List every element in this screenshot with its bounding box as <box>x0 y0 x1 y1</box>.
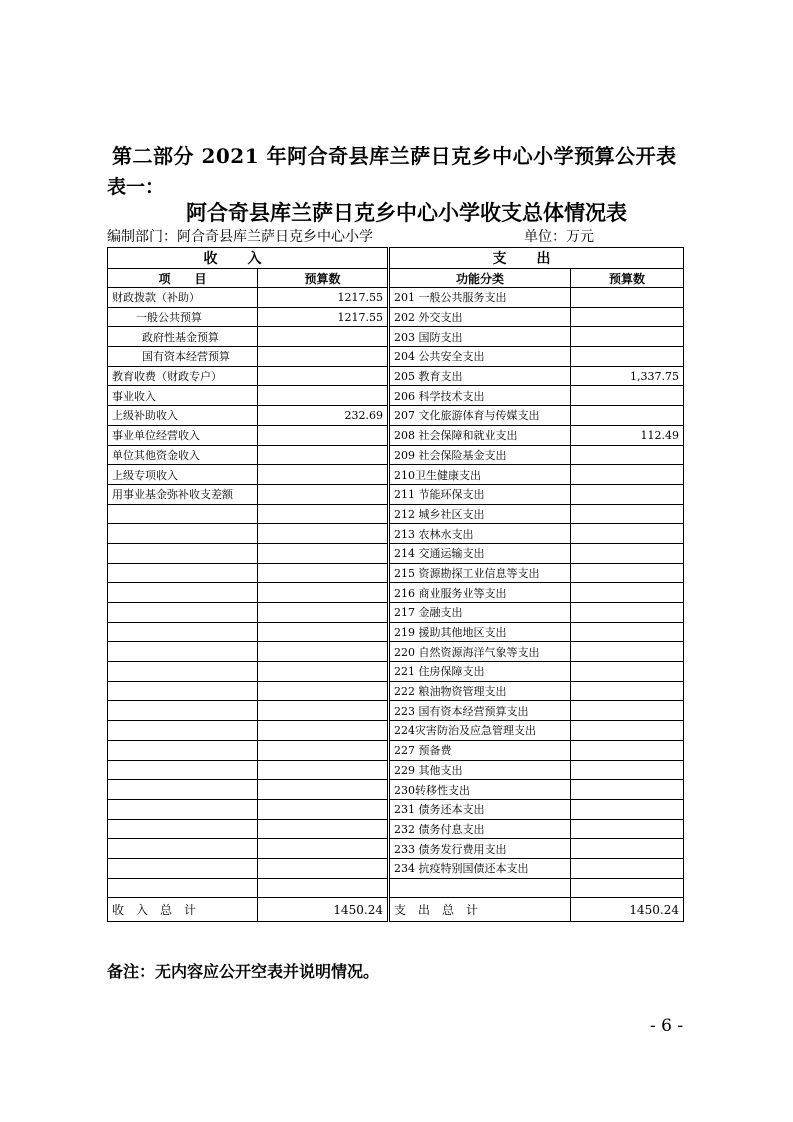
income-item-cell <box>108 780 258 800</box>
table-row <box>108 425 684 445</box>
table-row <box>108 406 684 426</box>
income-item-cell: 事业收入 <box>108 386 258 406</box>
table-row <box>108 504 684 524</box>
income-amount-cell <box>258 504 389 524</box>
income-item-cell: 上级补助收入 <box>108 406 258 426</box>
expense-amount-cell <box>571 288 684 308</box>
expense-item-cell: 231 债务还本支出 <box>389 799 571 819</box>
column-expense-amount: 预算数 <box>571 269 684 288</box>
table-row <box>108 839 684 859</box>
expense-item-cell: 234 抗疫特别国债还本支出 <box>389 858 571 878</box>
column-item: 项 目 <box>108 269 258 288</box>
expense-amount-cell <box>571 799 684 819</box>
table-row <box>108 484 684 504</box>
note: 备注：无内容应公开空表并说明情况。 <box>107 962 380 981</box>
expense-item-cell: 213 农林水支出 <box>389 524 571 544</box>
expense-amount-cell <box>571 603 684 623</box>
expense-amount-cell <box>571 583 684 603</box>
expense-amount-cell <box>571 563 684 583</box>
table-row <box>108 780 684 800</box>
expense-item-cell: 204 公共安全支出 <box>389 347 571 367</box>
expense-item-cell: 210卫生健康支出 <box>389 465 571 485</box>
expense-item-cell: 229 其他支出 <box>389 760 571 780</box>
income-amount-cell <box>258 799 389 819</box>
income-amount-cell <box>258 603 389 623</box>
income-amount-cell <box>258 543 389 563</box>
income-item-cell <box>108 504 258 524</box>
income-item-cell <box>108 681 258 701</box>
table-row <box>108 563 684 583</box>
table-row <box>108 583 684 603</box>
income-item-cell <box>108 740 258 760</box>
expense-amount-cell <box>571 484 684 504</box>
expense-amount-cell <box>571 327 684 347</box>
expense-item-cell: 214 交通运输支出 <box>389 543 571 563</box>
income-amount-cell <box>258 327 389 347</box>
income-amount-cell <box>258 425 389 445</box>
expense-amount-cell <box>571 819 684 839</box>
income-item-cell <box>108 603 258 623</box>
expense-amount-cell <box>571 465 684 485</box>
expense-amount-cell <box>571 307 684 327</box>
income-item-cell <box>108 563 258 583</box>
income-item-cell <box>108 662 258 682</box>
income-amount-cell <box>258 740 389 760</box>
income-amount-cell: 1217.55 <box>258 307 389 327</box>
table-row <box>108 307 684 327</box>
expense-amount-cell <box>571 780 684 800</box>
income-amount-cell <box>258 701 389 721</box>
income-item-cell: 政府性基金预算 <box>108 327 258 347</box>
expense-amount-cell <box>571 622 684 642</box>
expense-amount-cell: 112.49 <box>571 425 684 445</box>
unit-label: 单位：万元 <box>524 229 594 245</box>
table-row <box>108 445 684 465</box>
expense-amount-cell <box>571 386 684 406</box>
income-item-cell: 教育收费（财政专户） <box>108 366 258 386</box>
income-amount-cell <box>258 858 389 878</box>
table-title: 阿合奇县库兰萨日克乡中心小学收支总体情况表 <box>186 200 627 225</box>
table-row <box>108 878 684 898</box>
table-row <box>108 386 684 406</box>
income-total-label: 收 入 总 计 <box>108 898 258 922</box>
budget-table <box>107 247 684 922</box>
income-amount-cell <box>258 681 389 701</box>
table-group-header <box>108 248 684 269</box>
page-number: - 6 - <box>650 1016 684 1036</box>
income-item-cell <box>108 701 258 721</box>
table-row <box>108 366 684 386</box>
income-amount-cell <box>258 347 389 367</box>
expense-total-label: 支 出 总 计 <box>389 898 571 922</box>
part-title: 第二部分 2021 年阿合奇县库兰萨日克乡中心小学预算公开表 <box>112 144 677 168</box>
table-row <box>108 799 684 819</box>
expense-amount-cell <box>571 504 684 524</box>
income-amount-cell <box>258 780 389 800</box>
column-income-amount: 预算数 <box>258 269 389 288</box>
expense-amount-cell <box>571 858 684 878</box>
table-row <box>108 288 684 308</box>
expense-item-cell: 230转移性支出 <box>389 780 571 800</box>
income-item-cell: 用事业基金弥补收支差额 <box>108 484 258 504</box>
expense-item-cell: 201 一般公共服务支出 <box>389 288 571 308</box>
expense-amount-cell <box>571 760 684 780</box>
expense-item-cell: 212 城乡社区支出 <box>389 504 571 524</box>
table-row <box>108 662 684 682</box>
income-amount-cell <box>258 662 389 682</box>
expense-item-cell: 215 资源勘探工业信息等支出 <box>389 563 571 583</box>
expense-item-cell: 222 粮油物资管理支出 <box>389 681 571 701</box>
expense-amount-cell <box>571 445 684 465</box>
expense-amount-cell <box>571 524 684 544</box>
table-total-row <box>108 898 684 922</box>
income-amount-cell <box>258 878 389 898</box>
table-row <box>108 642 684 662</box>
table-row <box>108 465 684 485</box>
expense-item-cell: 211 节能环保支出 <box>389 484 571 504</box>
table-row <box>108 701 684 721</box>
income-amount-cell <box>258 583 389 603</box>
table-row <box>108 622 684 642</box>
income-amount-cell: 1217.55 <box>258 288 389 308</box>
income-item-cell: 单位其他资金收入 <box>108 445 258 465</box>
expense-item-cell: 216 商业服务业等支出 <box>389 583 571 603</box>
table-row <box>108 819 684 839</box>
table-number: 表一： <box>107 176 165 198</box>
expense-item-cell: 217 金融支出 <box>389 603 571 623</box>
expense-item-cell: 232 债务付息支出 <box>389 819 571 839</box>
income-amount-cell <box>258 465 389 485</box>
expense-item-cell: 205 教育支出 <box>389 366 571 386</box>
expense-amount-cell: 1,337.75 <box>571 366 684 386</box>
table-row <box>108 681 684 701</box>
expense-item-cell: 221 住房保障支出 <box>389 662 571 682</box>
table-row <box>108 347 684 367</box>
income-item-cell <box>108 524 258 544</box>
expense-amount-cell <box>571 347 684 367</box>
table-row <box>108 740 684 760</box>
table-row <box>108 760 684 780</box>
table-row <box>108 543 684 563</box>
income-amount-cell <box>258 524 389 544</box>
table-row <box>108 327 684 347</box>
income-item-cell <box>108 543 258 563</box>
expense-total-amount: 1450.24 <box>571 898 684 922</box>
table-row <box>108 524 684 544</box>
expense-amount-cell <box>571 406 684 426</box>
income-item-cell: 上级专项收入 <box>108 465 258 485</box>
expense-item-cell: 202 外交支出 <box>389 307 571 327</box>
expense-item-cell: 223 国有资本经营预算支出 <box>389 701 571 721</box>
income-item-cell <box>108 839 258 859</box>
expense-amount-cell <box>571 642 684 662</box>
income-amount-cell <box>258 484 389 504</box>
income-item-cell <box>108 760 258 780</box>
income-amount-cell <box>258 721 389 741</box>
expense-amount-cell <box>571 662 684 682</box>
income-amount-cell <box>258 563 389 583</box>
expense-amount-cell <box>571 740 684 760</box>
expense-item-cell: 206 科学技术支出 <box>389 386 571 406</box>
income-total-amount: 1450.24 <box>258 898 389 922</box>
income-amount-cell <box>258 760 389 780</box>
department-label: 编制部门：阿合奇县库兰萨日克乡中心小学 <box>107 229 373 245</box>
table-row <box>108 603 684 623</box>
income-amount-cell <box>258 386 389 406</box>
expense-amount-cell <box>571 543 684 563</box>
income-item-cell: 财政拨款（补助） <box>108 288 258 308</box>
income-amount-cell <box>258 839 389 859</box>
expense-amount-cell <box>571 878 684 898</box>
expense-amount-cell <box>571 839 684 859</box>
expense-amount-cell <box>571 681 684 701</box>
expense-item-cell: 227 预备费 <box>389 740 571 760</box>
expense-item-cell: 208 社会保障和就业支出 <box>389 425 571 445</box>
column-function: 功能分类 <box>389 269 571 288</box>
income-item-cell: 一般公共预算 <box>108 307 258 327</box>
income-amount-cell <box>258 642 389 662</box>
income-item-cell <box>108 878 258 898</box>
income-item-cell <box>108 583 258 603</box>
table-row <box>108 858 684 878</box>
expense-item-cell: 209 社会保险基金支出 <box>389 445 571 465</box>
income-amount-cell <box>258 366 389 386</box>
income-item-cell <box>108 622 258 642</box>
income-amount-cell <box>258 445 389 465</box>
income-item-cell <box>108 819 258 839</box>
income-item-cell: 国有资本经营预算 <box>108 347 258 367</box>
budget-table-body <box>108 248 684 922</box>
income-header: 收入 <box>108 248 389 269</box>
expense-item-cell: 220 自然资源海洋气象等支出 <box>389 642 571 662</box>
expense-amount-cell <box>571 701 684 721</box>
income-item-cell <box>108 721 258 741</box>
expense-header: 支出 <box>389 248 684 269</box>
table-column-header <box>108 269 684 288</box>
expense-item-cell: 224灾害防治及应急管理支出 <box>389 721 571 741</box>
expense-item-cell: 219 援助其他地区支出 <box>389 622 571 642</box>
table-row <box>108 721 684 741</box>
income-amount-cell <box>258 622 389 642</box>
income-item-cell <box>108 858 258 878</box>
income-item-cell <box>108 642 258 662</box>
expense-item-cell: 207 文化旅游体育与传媒支出 <box>389 406 571 426</box>
income-item-cell: 事业单位经营收入 <box>108 425 258 445</box>
income-amount-cell: 232.69 <box>258 406 389 426</box>
expense-item-cell <box>389 878 571 898</box>
income-item-cell <box>108 799 258 819</box>
expense-item-cell: 203 国防支出 <box>389 327 571 347</box>
expense-item-cell: 233 债务发行费用支出 <box>389 839 571 859</box>
expense-amount-cell <box>571 721 684 741</box>
income-amount-cell <box>258 819 389 839</box>
